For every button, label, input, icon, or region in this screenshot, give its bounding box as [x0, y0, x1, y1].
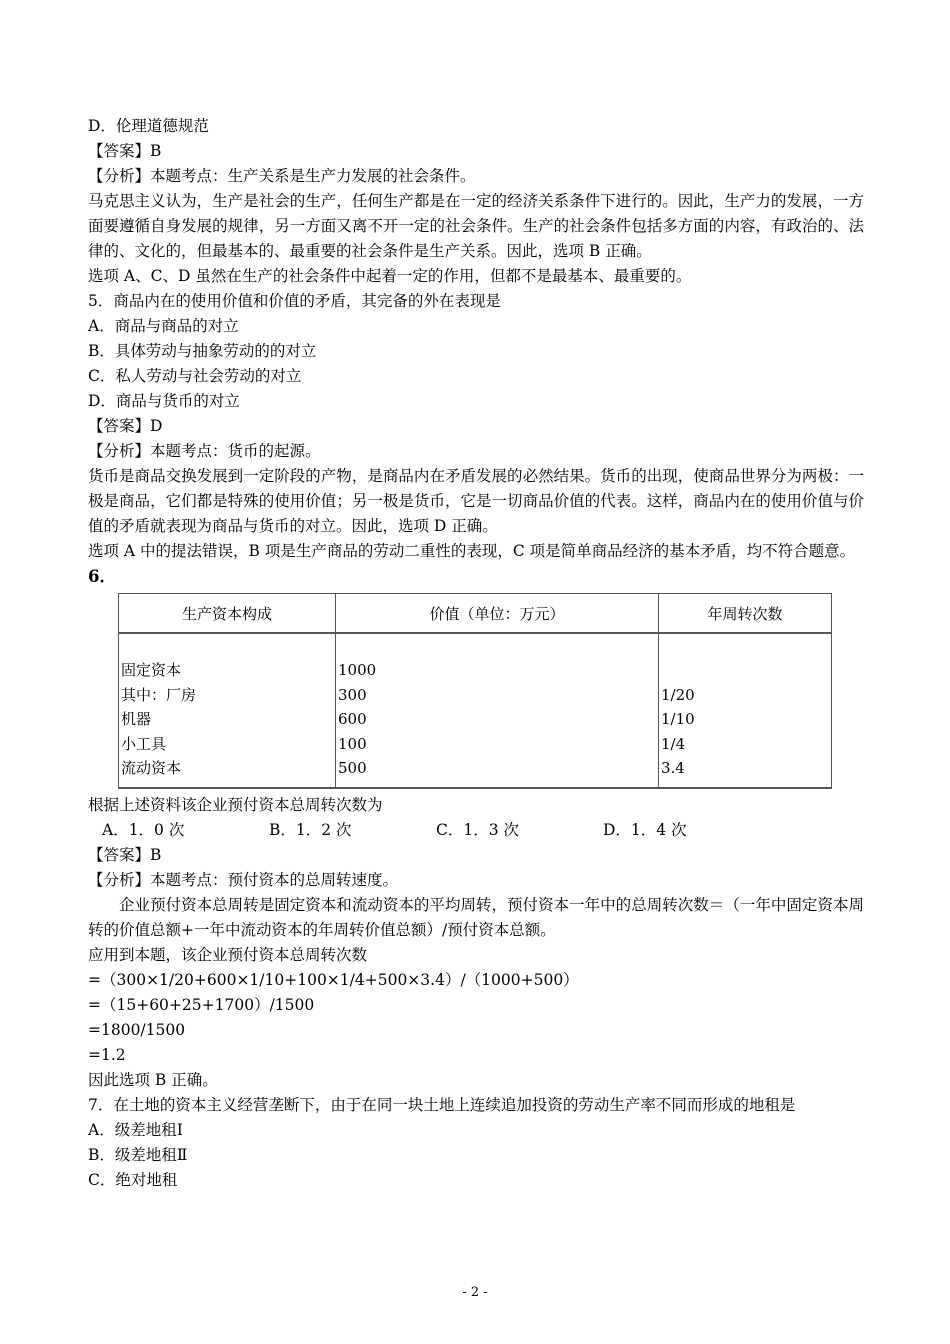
table-cell: 机器: [121, 710, 152, 728]
q6-calc-step-1: =（300×1/20+600×1/10+100×1/4+500×3.4）/（1000+500）: [88, 970, 579, 989]
table-cell: [661, 658, 831, 683]
q5-option-a: A．商品与商品的对立: [88, 317, 239, 335]
q4-answer: 【答案】B: [88, 142, 162, 160]
q7-option-c: C．绝对地租: [88, 1170, 178, 1189]
q7-option-a: A．级差地租Ⅰ: [88, 1120, 183, 1139]
table-cell: 3.4: [661, 759, 685, 777]
table-cell: 1/4: [661, 734, 686, 753]
q7-option-b: B．级差地租Ⅱ: [88, 1145, 188, 1164]
table-col-composition: [119, 633, 336, 788]
q6-calc-step-4: =1.2: [88, 1045, 126, 1064]
table-col-turnover: [659, 633, 832, 788]
page-number: - 2 -: [462, 1285, 488, 1300]
table-row: [119, 633, 832, 788]
q5-option-b: B．具体劳动与抽象劳动的的对立: [88, 342, 317, 360]
q6-calc-step-2: =（15+60+25+1700）/1500: [88, 995, 315, 1014]
table-cell: 1/10: [661, 710, 695, 728]
q6-option-d: D．1．4 次: [603, 820, 687, 839]
q6-calc-step-3: =1800/1500: [88, 1020, 186, 1039]
document-page: [88, 114, 864, 1193]
q5-answer: 【答案】D: [88, 417, 163, 435]
q6-apply: 应用到本题，该企业预付资本总周转次数: [88, 945, 368, 964]
q5-analysis-title: 【分析】本题考点：货币的起源。: [88, 442, 321, 460]
table-cell: 小工具: [121, 734, 167, 753]
table-header-turnover: 年周转次数: [659, 594, 832, 634]
q5-analysis-paragraph-1: 货币是商品交换发展到一定阶段的产物，是商品内在矛盾发展的必然结果。货币的出现，使商品世界分为两极：一极是商品，它们都是特殊的使用价值；另一极是货币，它是一切商品价值的代表。这样，商品内在的使用价值与价值的矛盾就表现为商品与货币的对立。因此，选项 D 正确。: [88, 467, 864, 535]
table-cell: 1000: [338, 661, 377, 679]
q6-option-a: A．1．0 次: [102, 820, 185, 839]
q6-answer: 【答案】B: [88, 845, 162, 864]
table-header-composition: 生产资本构成: [119, 594, 336, 634]
table-col-value: [336, 633, 659, 788]
q7-stem: 7．在土地的资本主义经营垄断下，由于在同一块土地上连续追加投资的劳动生产率不同而形成的地租是: [88, 1095, 796, 1114]
capital-table: [118, 593, 832, 789]
q6-stem: 根据上述资料该企业预付资本总周转次数为: [88, 795, 383, 814]
table-header-row: [119, 594, 832, 634]
table-cell: 其中：厂房: [121, 685, 197, 704]
q6-analysis-paragraph-1: 企业预付资本总周转是固定资本和流动资本的平均周转，预付资本一年中的总周转次数＝（一年中固定资本周转的价值总额+一年中流动资本的年周转价值总额）/预付资本总额。: [88, 895, 864, 939]
table-cell: 固定资本: [121, 661, 182, 679]
table-cell: 流动资本: [121, 759, 182, 777]
q6-options: [88, 818, 864, 843]
table-cell: 1/20: [661, 685, 695, 704]
table-cell: 100: [338, 734, 367, 753]
q6-number: 6．: [88, 567, 116, 586]
q5-analysis-paragraph-2: 选项 A 中的提法错误，B 项是生产商品的劳动二重性的表现，C 项是简单商品经济的基本矛盾，均不符合题意。: [88, 542, 856, 560]
q4-analysis-paragraph-1: 马克思主义认为，生产是社会的生产，任何生产都是在一定的经济关系条件下进行的。因此，生产力的发展，一方面要遵循自身发展的规律，另一方面又离不开一定的社会条件。生产的社会条件包括多方面的内容，有政治的、法律的、文化的，但最基本的、最重要的社会条件是生产关系。因此，选项 B 正确。: [88, 192, 864, 260]
q4-analysis-paragraph-2: 选项 A、C、D 虽然在生产的社会条件中起着一定的作用，但都不是最基本、最重要的。: [88, 267, 692, 285]
table-cell: 500: [338, 759, 367, 777]
q6-conclusion: 因此选项 B 正确。: [88, 1070, 218, 1089]
q4-option-d: D．伦理道德规范: [88, 117, 209, 135]
table-cell: 600: [338, 710, 367, 728]
q6-option-b: B．1．2 次: [269, 820, 352, 839]
q4-analysis-title: 【分析】本题考点：生产关系是生产力发展的社会条件。: [88, 167, 476, 185]
q5-option-d: D．商品与货币的对立: [88, 392, 240, 410]
q5-option-c: C．私人劳动与社会劳动的对立: [88, 367, 302, 385]
q5-stem: 5．商品内在的使用价值和价值的矛盾，其完备的外在表现是: [88, 292, 501, 310]
table-header-value: 价值（单位：万元）: [336, 594, 659, 634]
q6-analysis-title: 【分析】本题考点：预付资本的总周转速度。: [88, 870, 399, 889]
table-cell: 300: [338, 685, 367, 704]
q6-option-c: C．1．3 次: [436, 820, 520, 839]
